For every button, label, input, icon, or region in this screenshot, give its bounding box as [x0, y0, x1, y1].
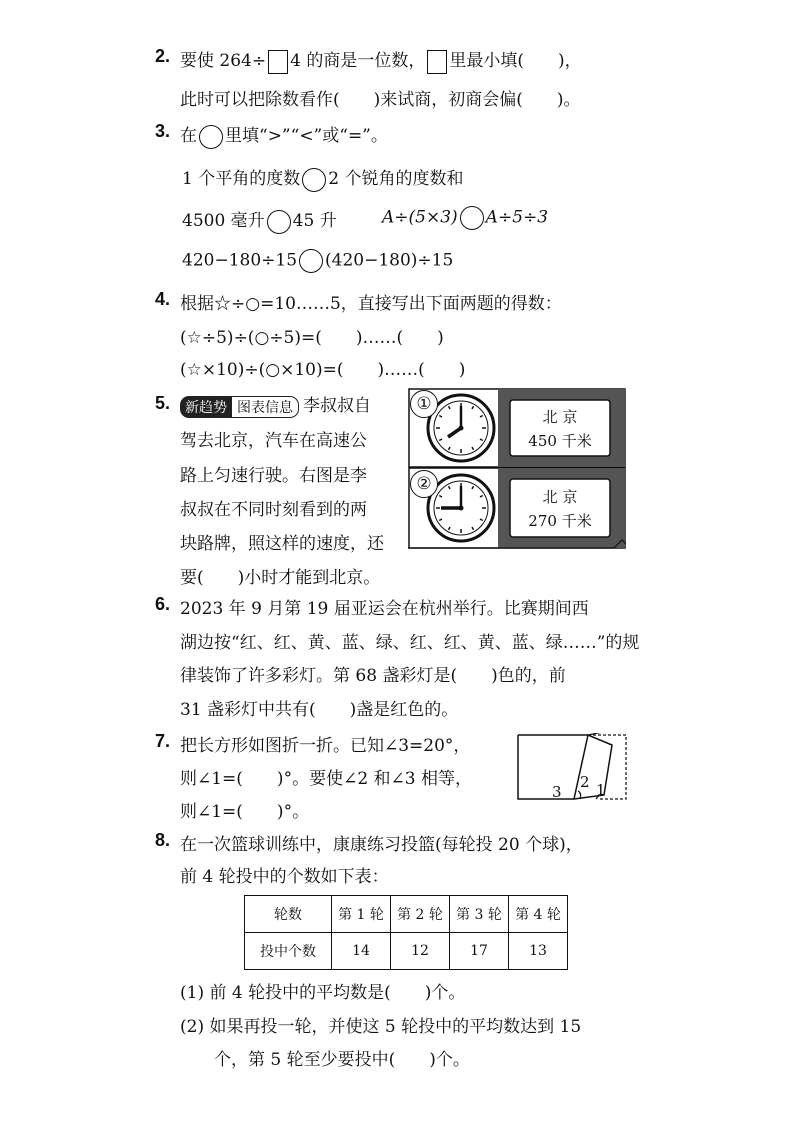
folded-rectangle-figure [516, 733, 628, 803]
tag-badge [180, 396, 299, 418]
question-8-sub-2a: (2) 如果再投一轮，并使这 5 轮投中的平均数达到 15 [180, 1017, 582, 1037]
table-row [245, 933, 568, 970]
question-3-line-1 [180, 121, 388, 149]
compare-circle [302, 168, 326, 192]
question-8-sub-1: (1) 前 4 轮投中的平均数是( )个。 [180, 983, 466, 1003]
question-7-number: 7. [155, 731, 171, 751]
question-5-line-3: 路上匀速行驶。右图是李 [180, 466, 367, 486]
q3-r1-right: 2 个锐角的度数和 [328, 169, 464, 189]
angle-1-label: 1 [596, 781, 606, 799]
table-header-row [245, 896, 568, 933]
table-row-label: 投中个数 [245, 933, 332, 970]
q3-r2-expr-left: A÷(5×3) [382, 207, 458, 228]
question-2-line-2: 此时可以把除数看作( )来试商，初商会偏( )。 [180, 90, 581, 110]
table-header-cell: 第 1 轮 [332, 896, 391, 933]
question-4-line-2: (☆÷5)÷(○÷5)=( )……( ) [180, 328, 444, 348]
q2-text-b: 4 的商是一位数， [290, 51, 426, 71]
question-7-line-2: 则∠1=( )°。要使∠2 和∠3 相等， [180, 769, 472, 789]
question-4-number: 4. [155, 289, 171, 309]
table-header-cell: 第 3 轮 [450, 896, 509, 933]
q3-r2-expr-right: A÷5÷3 [485, 207, 549, 228]
q3-r2-left: 4500 毫升 [182, 211, 265, 231]
sign-1-distance: 450 千米 [528, 432, 592, 450]
question-6-line-3: 律装饰了许多彩灯。第 68 盏彩灯是( )色的，前 [180, 666, 566, 686]
sign-2-city: 北 京 [542, 488, 578, 506]
question-6-line-2: 湖边按“红、红、黄、蓝、绿、红、红、黄、蓝、绿……”的规 [180, 633, 640, 653]
question-8-number: 8. [155, 830, 171, 850]
q2-text-c: 里最小填( )， [449, 51, 582, 71]
question-3-row-2 [182, 206, 337, 234]
tag-chart-info: 图表信息 [232, 396, 299, 418]
question-4-line-1: 根据☆÷○=10……5，直接写出下面两题的得数： [180, 294, 562, 314]
question-6-number: 6. [155, 594, 171, 614]
compare-circle [267, 210, 291, 234]
question-3-row-3 [182, 249, 453, 273]
road-sign-figure [408, 388, 626, 550]
compare-circle [199, 125, 223, 149]
question-4-line-3: (☆×10)÷(○×10)=( )……( ) [180, 360, 466, 380]
table-header-cell: 轮数 [245, 896, 332, 933]
table-cell: 17 [450, 933, 509, 970]
sign-1-city: 北 京 [542, 408, 578, 426]
question-8-line-2: 前 4 轮投中的个数如下表： [180, 867, 389, 887]
q3-r3-right: (420−180)÷15 [325, 250, 454, 271]
q3-r2-right: 45 升 [292, 211, 337, 231]
results-table [244, 895, 568, 970]
q2-text-a: 要使 264÷ [180, 51, 267, 71]
blank-box [427, 50, 447, 74]
question-8-sub-2b: 个，第 5 轮至少要投中( )个。 [214, 1050, 470, 1070]
question-5-line-6: 要( )小时才能到北京。 [180, 568, 381, 588]
question-6-line-4: 31 盏彩灯中共有( )盏是红色的。 [180, 700, 459, 720]
table-cell: 12 [391, 933, 450, 970]
q5-text-1: 李叔叔自 [303, 396, 371, 416]
question-5-line-5: 块路牌，照这样的速度，还 [180, 534, 384, 554]
table-header-cell: 第 4 轮 [509, 896, 568, 933]
tag-new-trend: 新趋势 [180, 396, 232, 418]
table-cell: 14 [332, 933, 391, 970]
question-3-row-2b [382, 206, 548, 230]
q3-r1-left: 1 个平角的度数 [182, 169, 301, 189]
question-5-line-2: 驾去北京，汽车在高速公 [180, 431, 367, 451]
table-header-cell: 第 2 轮 [391, 896, 450, 933]
q3-r3-left: 420−180÷15 [182, 250, 298, 271]
question-8-line-1: 在一次篮球训练中，康康练习投篮(每轮投 20 个球)， [180, 835, 583, 855]
folded-rectangle-svg [516, 733, 628, 803]
sign-2-distance: 270 千米 [528, 512, 592, 530]
question-7-line-1: 把长方形如图折一折。已知∠3=20°， [180, 736, 471, 756]
question-3-number: 3. [155, 121, 171, 141]
question-5-line-1 [180, 391, 371, 418]
question-5-number: 5. [155, 393, 171, 413]
angle-3-label: 3 [552, 783, 562, 801]
question-2-number: 2. [155, 46, 171, 66]
question-6-line-1: 2023 年 9 月第 19 届亚运会在杭州举行。比赛期间西 [180, 599, 589, 619]
angle-2-label: 2 [580, 773, 590, 791]
table-cell: 13 [509, 933, 568, 970]
q3-text-a: 在 [180, 126, 197, 146]
panel-1-label: ① [410, 390, 438, 418]
compare-circle [460, 206, 484, 230]
question-2-line-1 [180, 46, 582, 74]
question-5-line-4: 叔叔在不同时刻看到的两 [180, 500, 367, 520]
q3-text-b: 里填“>”“<”或“=”。 [225, 126, 388, 146]
question-7-line-3: 则∠1=( )°。 [180, 802, 310, 822]
panel-2-label: ② [410, 470, 438, 498]
compare-circle [299, 249, 323, 273]
question-3-row-1 [182, 164, 463, 192]
blank-box [268, 50, 288, 74]
